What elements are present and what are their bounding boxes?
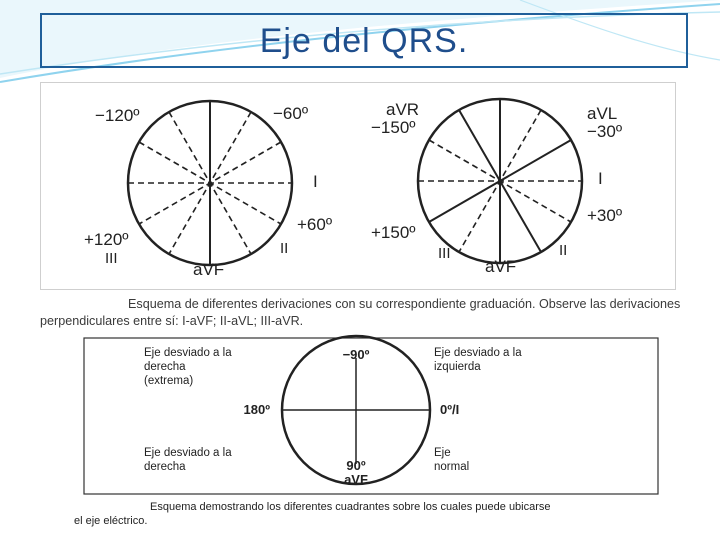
label-0-lead-i: 0º/I (440, 402, 460, 417)
label-avr: aVR (386, 100, 420, 119)
label-minus120: −120º (95, 106, 140, 125)
label-plus30: +30º (587, 206, 623, 225)
label-minus60: −60º (273, 104, 309, 123)
axis-quadrants-diagram (52, 334, 662, 530)
quadrant-bottom-left-text: Eje desviado a la derecha (144, 447, 232, 473)
label-lead-ii: II (280, 240, 289, 257)
left-hexaxial-circle (84, 101, 332, 279)
label-lead-iii-right: III (438, 245, 451, 262)
figure1-caption: Esquema de diferentes derivaciones con su correspondiente graduación. Observe las derivaciones perpendiculares entre sí: I-aVF; II-aVL; III-aVR. (40, 297, 681, 328)
lead-circles-diagram (41, 83, 677, 291)
label-lead-i-right: I (598, 169, 603, 188)
figure-axis-quadrants (52, 334, 662, 530)
quadrant-bottom-right-text: Eje normal (434, 447, 470, 473)
label-avf-bottom: aVF (344, 472, 368, 487)
label-avl: aVL (587, 104, 618, 123)
label-plus120: +120º (84, 230, 129, 249)
label-lead-i: I (313, 172, 318, 191)
label-lead-ii-right: II (559, 242, 568, 259)
figure-lead-circles (40, 82, 676, 290)
slide-title: Eje del QRS. (259, 22, 469, 60)
right-hexaxial-circle (371, 99, 622, 276)
quadrant-top-right-text: Eje desviado a la izquierda (434, 347, 522, 373)
label-minus150: −150º (371, 118, 416, 137)
label-lead-iii: III (105, 250, 118, 267)
label-minus30: −30º (587, 122, 623, 141)
figure2-caption: Esquema demostrando los diferentes cuadrantes sobre los cuales puede ubicarse el eje eléctrico. (74, 501, 551, 527)
quadrant-top-left-text: Eje desviado a la derecha (extrema) (144, 347, 232, 387)
label-plus60: +60º (297, 215, 333, 234)
label-avf-right: aVF (485, 257, 517, 276)
label-avf: aVF (193, 260, 225, 279)
label-minus90: −90º (342, 347, 370, 362)
label-90: 90º (346, 458, 366, 473)
label-plus150: +150º (371, 223, 416, 242)
label-180: 180º (243, 402, 270, 417)
